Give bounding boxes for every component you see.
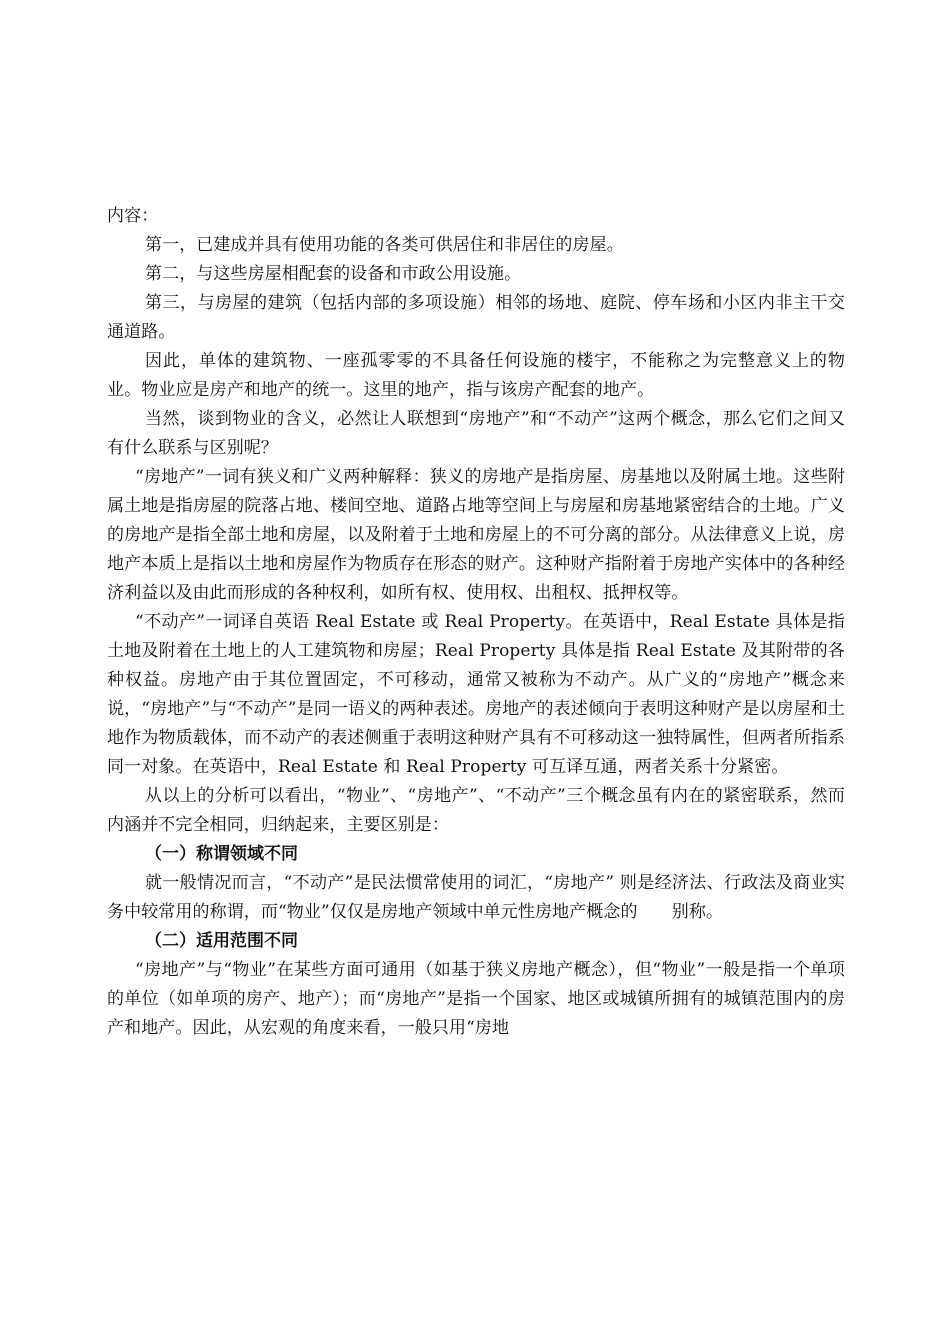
document-page xyxy=(107,202,845,1043)
paragraph-item-2: 第二，与这些房屋相配套的设备和市政公用设施。 xyxy=(145,264,522,284)
paragraph-terminology: 就一般情况而言，“不动产”是民法惯常使用的词汇，“房地产” 则是经济法、行政法及商业实务中较常用的称谓，而“物业”仅仅是房地产领域中单元性房地产概念的 别称。 xyxy=(107,873,845,922)
paragraph-item-3: 第三，与房屋的建筑（包括内部的多项设施）相邻的场地、庭院、停车场和小区内非主干交通道路。 xyxy=(107,293,845,342)
paragraph-item-1: 第一，已建成并具有使用功能的各类可供居住和非居住的房屋。 xyxy=(145,235,624,255)
paragraph-conclusion: 因此，单体的建筑物、一座孤零零的不具备任何设施的楼宇，不能称之为完整意义上的物业。物业应是房产和地产的统一。这里的地产，指与该房产配套的地产。 xyxy=(107,351,845,400)
paragraph-intro: 内容： xyxy=(107,206,159,226)
paragraph-question: 当然，谈到物业的含义，必然让人联想到“房地产”和“不动产”这两个概念，那么它们之间又有什么联系与区别呢？ xyxy=(107,409,845,458)
paragraph-scope: “房地产”与“物业”在某些方面可通用（如基于狭义房地产概念），但“物业”一般是指一个单项的单位（如单项的房产、地产）；而“房地产”是指一个国家、地区或城镇所拥有的城镇范围内的房产和地产。因此，从宏观的角度来看，一般只用“房地 xyxy=(107,960,845,1038)
section-heading-1: （一）称谓领域不同 xyxy=(145,844,298,864)
paragraph-immovable-property: “不动产”一词译自英语 Real Estate 或 Real Property。在英语中，Real Estate 具体是指土地及附着在土地上的人工建筑物和房屋；Real Property 具体是指 Real Estate 及其附带的各种权益。房地产由于其位置固定，不可移动，通常又被称为不动产。从广义的“房地产”概念来说，“房地产”与“不动产”是同一语义的两种表述。房地产的表述倾向于表明这种财产是以房屋和土地作为物质载体，而不动产的表述侧重于表明这种财产具有不可移动这一独特属性，但两者所指系同一对象。在英语中，Real Estate 和 Real Property 可互译互通，两者关系十分紧密。 xyxy=(107,612,845,777)
paragraph-analysis: 从以上的分析可以看出，“物业”、“房地产”、“不动产”三个概念虽有内在的紧密联系，然而内涵并不完全相同，归纳起来，主要区别是： xyxy=(107,786,845,835)
paragraph-real-estate: “房地产”一词有狭义和广义两种解释：狭义的房地产是指房屋、房基地以及附属土地。这些附属土地是指房屋的院落占地、楼间空地、道路占地等空间上与房屋和房基地紧密结合的土地。广义的房地产是指全部土地和房屋，以及附着于土地和房屋上的不可分离的部分。从法律意义上说，房地产本质上是指以土地和房屋作为物质存在形态的财产。这种财产指附着于房地产实体中的各种经济利益以及由此而形成的各种权利，如所有权、使用权、出租权、抵押权等。 xyxy=(107,467,845,603)
section-heading-2: （二）适用范围不同 xyxy=(145,931,298,951)
